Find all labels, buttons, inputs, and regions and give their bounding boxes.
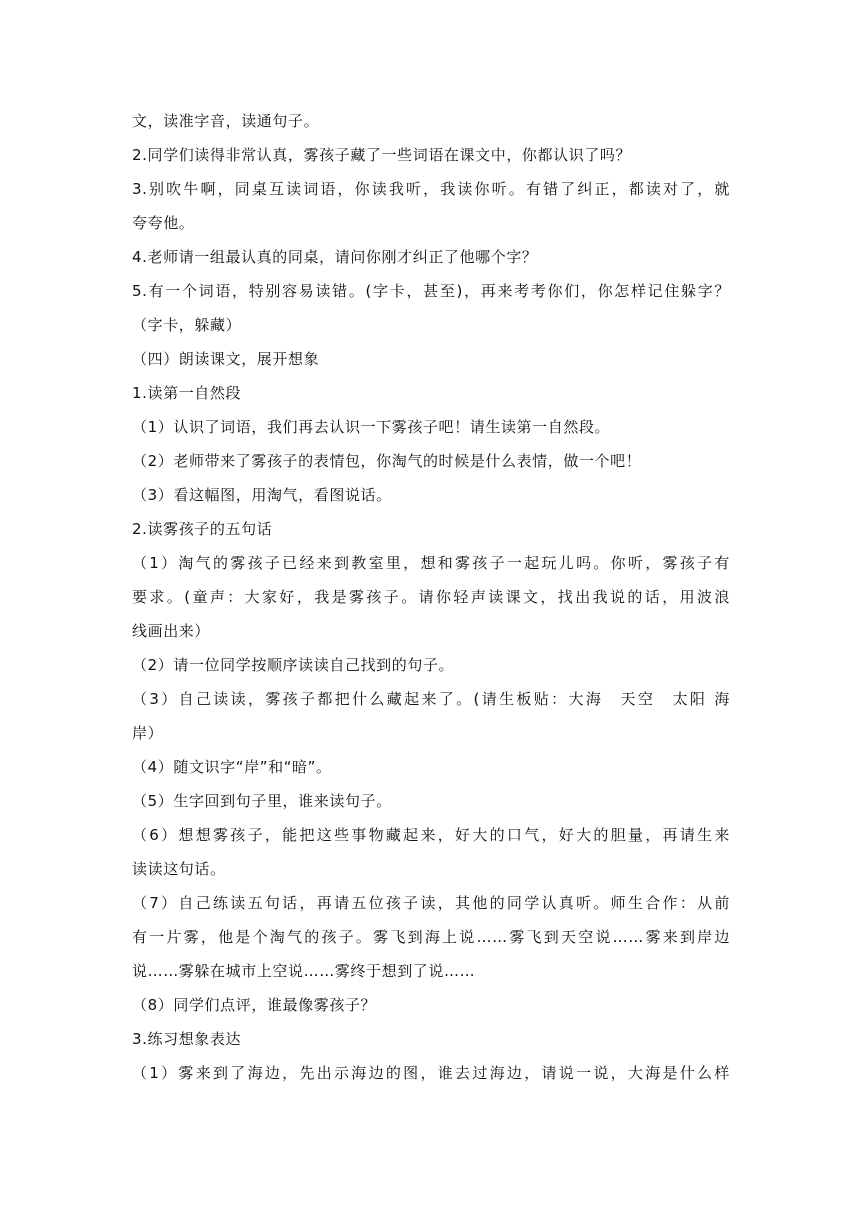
text-line: 文，读准字音，读通句子。: [132, 112, 320, 130]
text-line: （1）淘气的雾孩子已经来到教室里，想和雾孩子一起玩儿吗。你听，雾孩子有: [132, 554, 730, 572]
text-line: 有一片雾，他是个淘气的孩子。雾飞到海上说……雾飞到天空说……雾来到岸边: [132, 928, 730, 946]
text-line: 要求。(童声：大家好，我是雾孩子。请你轻声读课文，找出我说的话，用波浪: [132, 588, 730, 606]
text-line: （字卡，躲藏）: [132, 316, 242, 334]
text-line: （8）同学们点评，谁最像雾孩子？: [132, 996, 377, 1014]
text-line: （1）雾来到了海边，先出示海边的图，谁去过海边，请说一说，大海是什么样: [132, 1064, 730, 1082]
text-line: 说……雾躲在城市上空说……雾终于想到了说……: [132, 962, 476, 980]
document-page: [132, 104, 730, 1090]
text-line: 线画出来）: [132, 622, 211, 640]
text-line: 2.同学们读得非常认真，雾孩子藏了一些词语在课文中，你都认识了吗？: [132, 146, 632, 164]
text-line: 3.别吹牛啊，同桌互读词语，你读我听，我读你听。有错了纠正，都读对了，就: [132, 180, 730, 198]
text-line: （四）朗读课文，展开想象: [132, 350, 320, 368]
text-line: （7）自己练读五句话，再请五位孩子读，其他的同学认真听。师生合作：从前: [132, 894, 730, 912]
text-line: （5）生字回到句子里，谁来读句子。: [132, 792, 392, 810]
text-line: 3.练习想象表达: [132, 1030, 242, 1048]
text-line: （2）请一位同学按顺序读读自己找到的句子。: [132, 656, 455, 674]
text-line: （4）随文识字“岸”和“暗”。: [132, 758, 332, 776]
text-line: 1.读第一自然段: [132, 384, 242, 402]
text-line: （2）老师带来了雾孩子的表情包，你淘气的时候是什么表情，做一个吧！: [132, 452, 642, 470]
text-line: （1）认识了词语，我们再去认识一下雾孩子吧！请生读第一自然段。: [132, 418, 611, 436]
text-line: （3）自己读读，雾孩子都把什么藏起来了。(请生板贴：大海 天空 太阳 海: [132, 690, 730, 708]
text-line: 岸）: [132, 724, 164, 742]
text-line: 读读这句话。: [132, 860, 226, 878]
text-line: （6）想想雾孩子，能把这些事物藏起来，好大的口气，好大的胆量，再请生来: [132, 826, 730, 844]
text-line: 夸夸他。: [132, 214, 195, 232]
text-line: 5.有一个词语，特别容易读错。(字卡，甚至)，再来考考你们，你怎样记住躲字？: [132, 282, 730, 300]
text-line: （3）看这幅图，用淘气，看图说话。: [132, 486, 392, 504]
text-line: 2.读雾孩子的五句话: [132, 520, 273, 538]
text-line: 4.老师请一组最认真的同桌，请问你刚才纠正了他哪个字？: [132, 248, 538, 266]
